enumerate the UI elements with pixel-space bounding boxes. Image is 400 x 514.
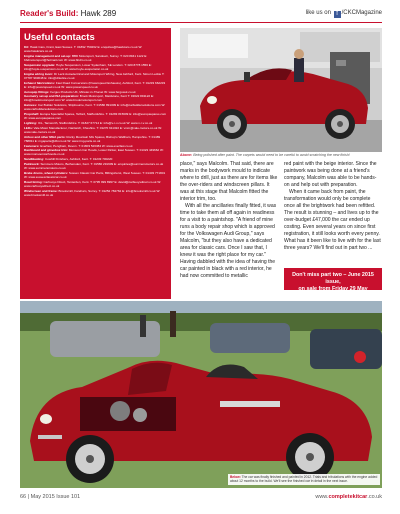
paragraph-text: With all the ancillaries finally fitted, it was time to take them all off again in readiness for a visit to a paintshop. "A friend of mine runs a body repair shop which is approved for the Volkswagen Audi Group," says Malcolm, "but they also have a dedicated area for classic cars. Once I saw that, I knew it was the right place for my car." Having dabbled with the idea of having the car painted in black with a red interior, he had now committed to metallic [180,203,277,279]
contact-label: Fasteners: [24,143,40,148]
facebook-icon: f [334,11,341,18]
issue-label: May 2015 Issue 101 [30,494,81,500]
contact-details: Rocky Mountain MG Spares, Bishop's Waltham, Hampshire. T: 01489 788811 E: mgaparts@dbi.co.uk W: www.rmg-parts.co.uk [24,134,161,143]
caption-text: Being polished after paint. The carpets would need to be careful to avoid scratching the new finish! [193,153,350,157]
article-column-left [180,161,278,280]
contact-label: Paintwork: [24,161,40,166]
contact-entry [24,112,167,120]
contacts-heading: Useful contacts [24,32,95,43]
bottom-photo-caption [228,474,380,485]
contact-details: ICL, Tamworth, Staffordshire. T: 01827 67714 E: info@v-r-v.co.uk W: www.v-r-v.co.uk [37,121,153,125]
page-header [20,8,382,22]
contact-details: Dr Leck Autoelectrical and Motorsport Wiring, New Ashford, Kent. Simon Leckie T: 07787 993048 E: info@drleckie.co.uk [24,71,165,80]
caption-text: The car was finally finished and painted in 2012. Trials and tribulations with the engine added about 12 months to the build. We'll see the finished car in detail in the next issue. [230,475,378,484]
contact-label: LEDs: [24,125,33,130]
contact-label: Dashboard and glovebox trim: [24,148,69,153]
contact-details: Car Builder Solutions, Shipbourne, Kent. T: 01580 891309 E: info@carbuildersolutions.com W: www.carbuildersolutions.com [24,103,166,112]
contact-label: Aeroquip fittings: [24,89,50,94]
social-link[interactable] [306,10,382,18]
contact-entry [24,103,167,111]
contact-entry [24,162,167,170]
website-link[interactable] [315,494,382,500]
contact-details: Hawk Cars, Frant, East Sussex. T: 01892 750262 E: enquiries@hawkcars.co.uk W: www.hawkcars.co.uk [24,45,143,54]
contacts-list [24,45,167,197]
contact-entry [24,121,167,125]
contact-details: Everfast, Pengham, Devon. T: 01803 526384 W: www.everfast.co.uk [40,143,133,148]
contact-entry [24,72,167,80]
social-prefix: like us on [305,10,331,16]
contact-entry [24,171,167,179]
contact-label: Exhaust fabrications: [24,80,55,85]
contact-label: Airbox and other MGA parts: [24,134,66,139]
contact-label: Road timing: [24,179,43,184]
workshop-photo [180,28,382,152]
contact-label: Harness: [24,103,38,108]
contact-details: Cowhill Finishers, Ashford, Kent. T: 01233 700220 [45,157,113,162]
contact-details: Brooksmill, Fareham, Surrey. T: 01252 782762 E: info@brooksmill.co.uk W: www.brooksmill.co.uk [24,188,161,197]
contact-details: Brook Motorsport, Maidstone, Kent T: 01622 891122 E: info@brookmotorsport.com W: www.brookmotorsport.com [24,94,154,103]
contact-entry [24,157,167,161]
contact-label: Geometry set-up and ISA preparation: [24,94,79,99]
paragraph [180,203,278,280]
useful-contacts-box [20,28,171,299]
contact-label: Sandblasting: [24,157,45,162]
contact-details: Sussex Classic Car Parts, Billingshurst, West Sussex. T: 01403 771801 W: www.sussexclassiccar.co.uk [24,170,166,180]
section-label: Reader's Build: [20,9,79,18]
promo-line: on sale from Friday 29 May [298,286,368,292]
contact-label: Propshaft: [24,112,40,117]
section-heading [20,9,116,18]
next-issue-promo [284,268,382,290]
contact-details: Summers Motors, Bethersden, Kent. T: 01580 291909 E: enquiries@summersmotors.co.uk W: www.summersmotors.co.uk [24,161,164,171]
site-suffix: .co.uk [367,494,382,500]
page-number: 66 [20,494,27,500]
top-photo-caption [180,153,382,158]
contact-details: BBD Motorsport, Sandown, Surrey. T: 020 8941 1122 E: bbdmotorsport@hotmail.com W: www.bbdm.co.uk [24,53,148,63]
paragraph [284,189,382,252]
article-column-right [284,161,382,252]
contact-entry [24,189,167,197]
divider: | [27,494,31,500]
contact-details: Fergus Products UK, Minster-in-Thanet W: www.fergusuk.co.uk [50,89,136,94]
contact-entry [24,94,167,102]
caption-label: Above: [180,153,193,157]
paragraph: place," says Malcolm. That said, there are marks in the bodywork mould to indicate where to drill, just as there are for items like the over-riders and windscreen pillars. It was at this stage that Malcolm fitted the interior trim, too. [180,161,278,202]
contact-entry [24,81,167,89]
contact-details: Hoyle Suspension, Lower Sydenham, SE London. T: 020 8778 1556 E: info@hoyle-suspension.co.uk W: www.hoyle-suspension.co.uk [24,62,152,71]
contact-label: Engine management and set-up: [24,53,72,58]
social-handle: /CKCMagazine [341,10,382,16]
contact-details: Europa Specialist Spares, Telford, Staffordshire. T: 01283 815609 E: info@europaspares.com W: www.europaspares.com [24,112,167,121]
contact-details: Vale Motor Manufacturer, Nantwich, Cheshire. T: 01270 611322 E: vmm@vale-motors.co.uk W: www.vale-motors.co.uk [24,125,162,134]
header-rule [20,22,382,23]
contact-details: Carbuoys Direct, Tenterden, Kent. T: 0795 999 8997 E: david@carbuoysdirect.co.uk W: www.carbuoysdirect.co.uk [24,179,162,188]
contact-entry [24,126,167,134]
contact-entry [24,144,167,148]
contact-label: Windscreen and frame: [24,188,58,193]
paragraph-text: When it came back from paint, the transformation would only be complete once all the brightwork had been refitted. The result is stunning – and lives up to the over-budget £47,000 the car ended up costing. Even several years on since first registration, it still looks worth every penny. What has it been like to live with for the last three years? We'll find out in part two ... [284,189,381,251]
contact-entry [24,54,167,62]
issue-info [20,494,80,500]
contact-label: Lighting: [24,121,38,125]
contact-entry [24,45,167,53]
contact-entry [24,63,167,71]
promo-line: Don't miss part two – June 2015 issue, [292,272,374,285]
contact-entry [24,148,167,156]
site-prefix: www. [315,494,329,500]
paragraph: red paint with the beige interior. Since the paintwork was being done at a friend's company, Malcolm was able to be hands-on and help out with preparation. [284,161,377,188]
contact-details: Fast Road Conversions (Powerspeed Exhausts), Ashford, Kent. T: 01233 662233 E: info@powerspeed.co.uk W: www.powerspeed.co.uk [24,80,166,89]
caption-label: Below: [230,475,241,479]
contact-label: Kit: [24,45,30,49]
article-title: Hawk 289 [80,9,117,18]
page-footer [20,494,382,502]
contact-entry [24,90,167,94]
contact-label: Engine wiring loom: [24,71,54,76]
contact-details: Monsoon Car Hoods, Lower Dicker, East Sussex. T: 01323 449662 W: www.monsooncarhoods.co.uk [24,148,164,157]
contact-entry [24,135,167,143]
contact-label: Suspension upgrade: [24,62,56,67]
site-brand: completekitcar [328,494,368,500]
contact-label: Brake drums, wheel cylinders: [24,170,69,175]
finished-car-photo [20,301,382,488]
contact-entry [24,180,167,188]
